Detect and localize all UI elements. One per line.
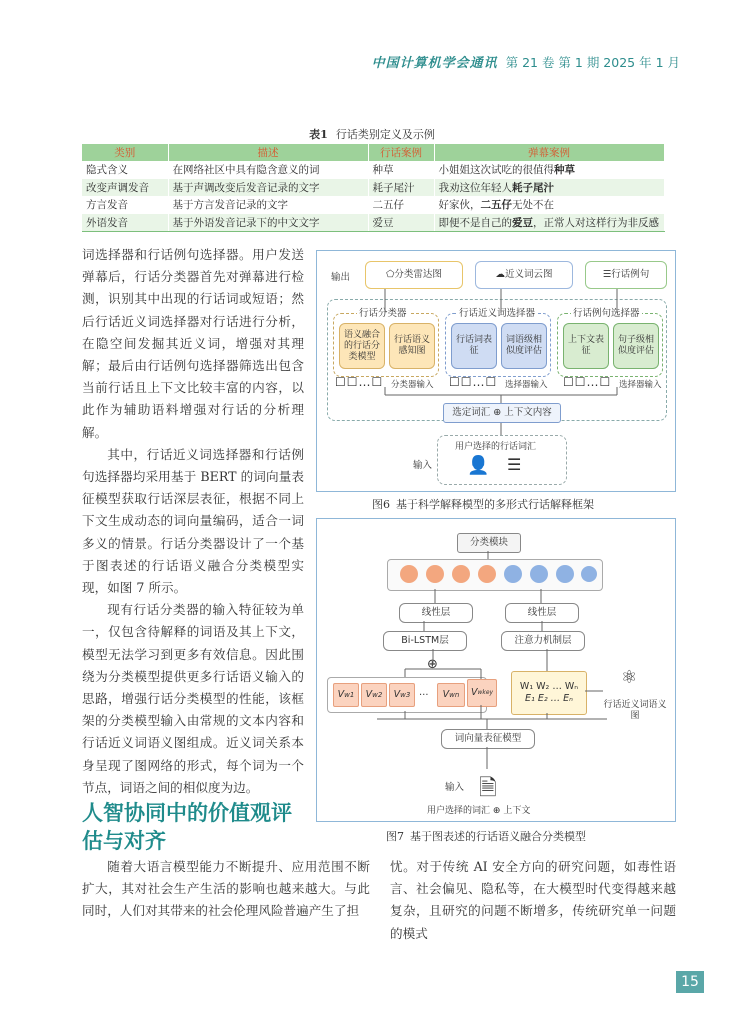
category-table: [82, 144, 665, 232]
cell-example: 种草: [368, 161, 434, 179]
ellipsis: …: [419, 687, 429, 698]
cell-danmu: 好家伙，二五仔无处不在: [434, 196, 664, 214]
page-number: 15: [676, 971, 704, 993]
document-icon: 🗎: [479, 776, 497, 801]
body-text-bottom-right: [390, 856, 676, 945]
table-row: [82, 196, 664, 214]
cell-category: 方言发音: [82, 196, 168, 214]
radar-icon: ⬠: [386, 269, 395, 280]
input-tag: 分类器输入: [391, 380, 434, 390]
paragraph: 忧。对于传统 AI 安全方向的研究问题，如毒性语言、社会偏见、隐私等，在大模型时代变得越来越复杂，且研究的问题不断增多，传统研究单一问题的模式: [390, 859, 676, 941]
input-tag: 选择器输入: [619, 380, 662, 390]
output-label: 输出: [331, 272, 351, 283]
cell-example: 爱豆: [368, 214, 434, 232]
linear-layer-2: 线性层: [505, 603, 579, 623]
col-header-category: 类别: [82, 144, 168, 161]
figure-6: [316, 250, 676, 492]
list-icon: ☰: [602, 269, 612, 280]
fig6-arrows: [317, 251, 675, 491]
module-block: 句子级相似度评估: [613, 323, 659, 369]
classify-module: 分类模块: [457, 533, 521, 553]
input-caption: 用户选择的词汇 ⊕ 上下文: [427, 806, 531, 816]
plus-circle-icon: ⊕: [493, 407, 502, 418]
module-block: 上下文表征: [563, 323, 609, 369]
body-text-left: [82, 244, 304, 799]
figure-6-caption: 图6 基于科学解释模型的多形式行话解释框架: [372, 498, 594, 511]
figure-7-caption: 图7 基于图表述的行话语义融合分类模型: [386, 830, 586, 843]
figure-7: [316, 518, 676, 822]
output-examples: ☰ 行话例句: [585, 261, 667, 289]
cell-desc: 基于方言发音记录的文字: [168, 196, 368, 214]
w-row: W₁ W₂ … Wₙ: [519, 681, 579, 692]
module-block: 行话词表征: [451, 323, 497, 369]
table-row: [82, 161, 664, 179]
section-title: 人智协同中的价值观评估与对齐: [82, 801, 292, 853]
plus-circle-icon: ⊕: [492, 806, 501, 816]
table-row: [82, 214, 664, 232]
user-icon: 👤: [467, 455, 490, 476]
cell-danmu: 即便不是自己的爱豆，正常人对这样行为非反感: [434, 214, 664, 232]
search-doc-icon: ☰: [507, 455, 522, 474]
word-vector: V wn: [437, 683, 465, 707]
input-tag: 选择器输入: [505, 380, 548, 390]
graph-icon: ⚛: [621, 667, 638, 688]
merge-box: 选定词汇 ⊕ 上下文内容: [443, 403, 561, 423]
cell-category: 外语发音: [82, 214, 168, 232]
journal-name: 中国计算机学会通讯: [371, 56, 498, 71]
output-radar: ⬠ 分类雷达图: [365, 261, 463, 289]
word-vector: V w2: [361, 683, 387, 707]
running-header: [372, 52, 680, 71]
module-title: 行话分类器: [357, 305, 409, 319]
cell-desc: 在网络社区中具有隐含意义的词: [168, 161, 368, 179]
input-label: 输入: [413, 460, 433, 471]
token-row: ☐☐…☐: [335, 375, 384, 389]
col-header-example: 行话案例: [368, 144, 434, 161]
col-header-danmu: 弹幕案例: [434, 144, 664, 161]
cell-danmu: 我劝这位年轻人耗子尾汁: [434, 179, 664, 197]
attention-layer: 注意力机制层: [501, 631, 585, 651]
linear-layer-1: 线性层: [399, 603, 473, 623]
table-title: 行话类别定义及示例: [335, 128, 435, 141]
token-row: ☐☐…☐: [563, 375, 612, 389]
issue-info: 第 21 卷 第 1 期 2025 年 1 月: [505, 55, 680, 70]
paragraph: 现有行话分类器的输入特征较为单一，仅包含待解释的词语及其上下文，模型无法学习到更多有效信息。因此围绕为分类模型提供更多行话语义输入的思路，增强行话分类模型的性能，该框架的分类模型输入由常规的文本内容和行话近义词语义图组成。近义词关系本身呈现了图网络的形式，每个词为一个节点，词语之间的相似度为边。: [82, 602, 304, 795]
col-header-desc: 描述: [168, 144, 368, 161]
paragraph: 其中，行话近义词选择器和行话例句选择器均采用基于 BERT 的词向量表征模型获取行话深层表征，根据不同上下文生成动态的词向量编码，适合一词多义的情景。行话分类器设计了一个基于图表述的行话语义融合分类模型实现，如图 7 所示。: [82, 446, 304, 596]
cell-danmu: 小姐姐这次试吃的很值得种草: [434, 161, 664, 179]
output-wordcloud: ☁ 近义词云图: [475, 261, 573, 289]
paragraph: 随着大语言模型能力不断提升、应用范围不断扩大，其对社会生产生活的影响也越来越大。与此同时，人们对其带来的社会伦理风险普遍产生了担: [82, 859, 370, 919]
input-label: 输入: [445, 782, 465, 793]
cloud-icon: ☁: [495, 269, 505, 280]
word-vector: V w1: [333, 683, 359, 707]
module-block: 语义融合的行话分类模型: [339, 323, 385, 369]
module-title: 行话近义词选择器: [457, 305, 537, 319]
key-vector: V wkey: [467, 679, 497, 707]
body-text-bottom-left: [82, 856, 370, 923]
paragraph: 词选择器和行话例句选择器。用户发送弹幕后，行话分类器首先对弹幕进行检测，识别其中出现的行话词或短语；然后行话近义词选择器对行话进行分析，在隐空间发掘其近义词，增强对其理解；最后由行话例句选择器筛选出包含当前行话且上下文比较丰富的内容，以此作为辅助语料增强对行话的分析理解。: [82, 247, 304, 440]
cell-example: 二五仔: [368, 196, 434, 214]
embedding-model: 词向量表征模型: [441, 729, 535, 749]
module-block: 行话语义感知图: [389, 323, 435, 369]
cell-category: 改变声调发音: [82, 179, 168, 197]
cell-category: 隐式含义: [82, 161, 168, 179]
cell-desc: 基于外语发音记录下的中文文字: [168, 214, 368, 232]
user-box-label: 用户选择的行话词汇: [455, 442, 537, 452]
fig7-arrows: [317, 519, 675, 821]
e-row: E₁ E₂ … Eₙ: [525, 693, 573, 704]
module-title: 行话例句选择器: [571, 305, 642, 319]
table-caption: [0, 126, 744, 142]
graph-label: 行话近义词语义图: [603, 700, 667, 721]
plus-circle-icon: ⊕: [427, 657, 438, 672]
table-label: 表1: [309, 128, 328, 141]
word-vector: V w3: [389, 683, 415, 707]
token-row: ☐☐…☐: [449, 375, 498, 389]
bilstm-layer: Bi-LSTM层: [383, 631, 467, 651]
module-block: 词语级相似度评估: [501, 323, 547, 369]
table-row: [82, 179, 664, 197]
cell-example: 耗子尾汁: [368, 179, 434, 197]
cell-desc: 基于声调改变后发音记录的文字: [168, 179, 368, 197]
